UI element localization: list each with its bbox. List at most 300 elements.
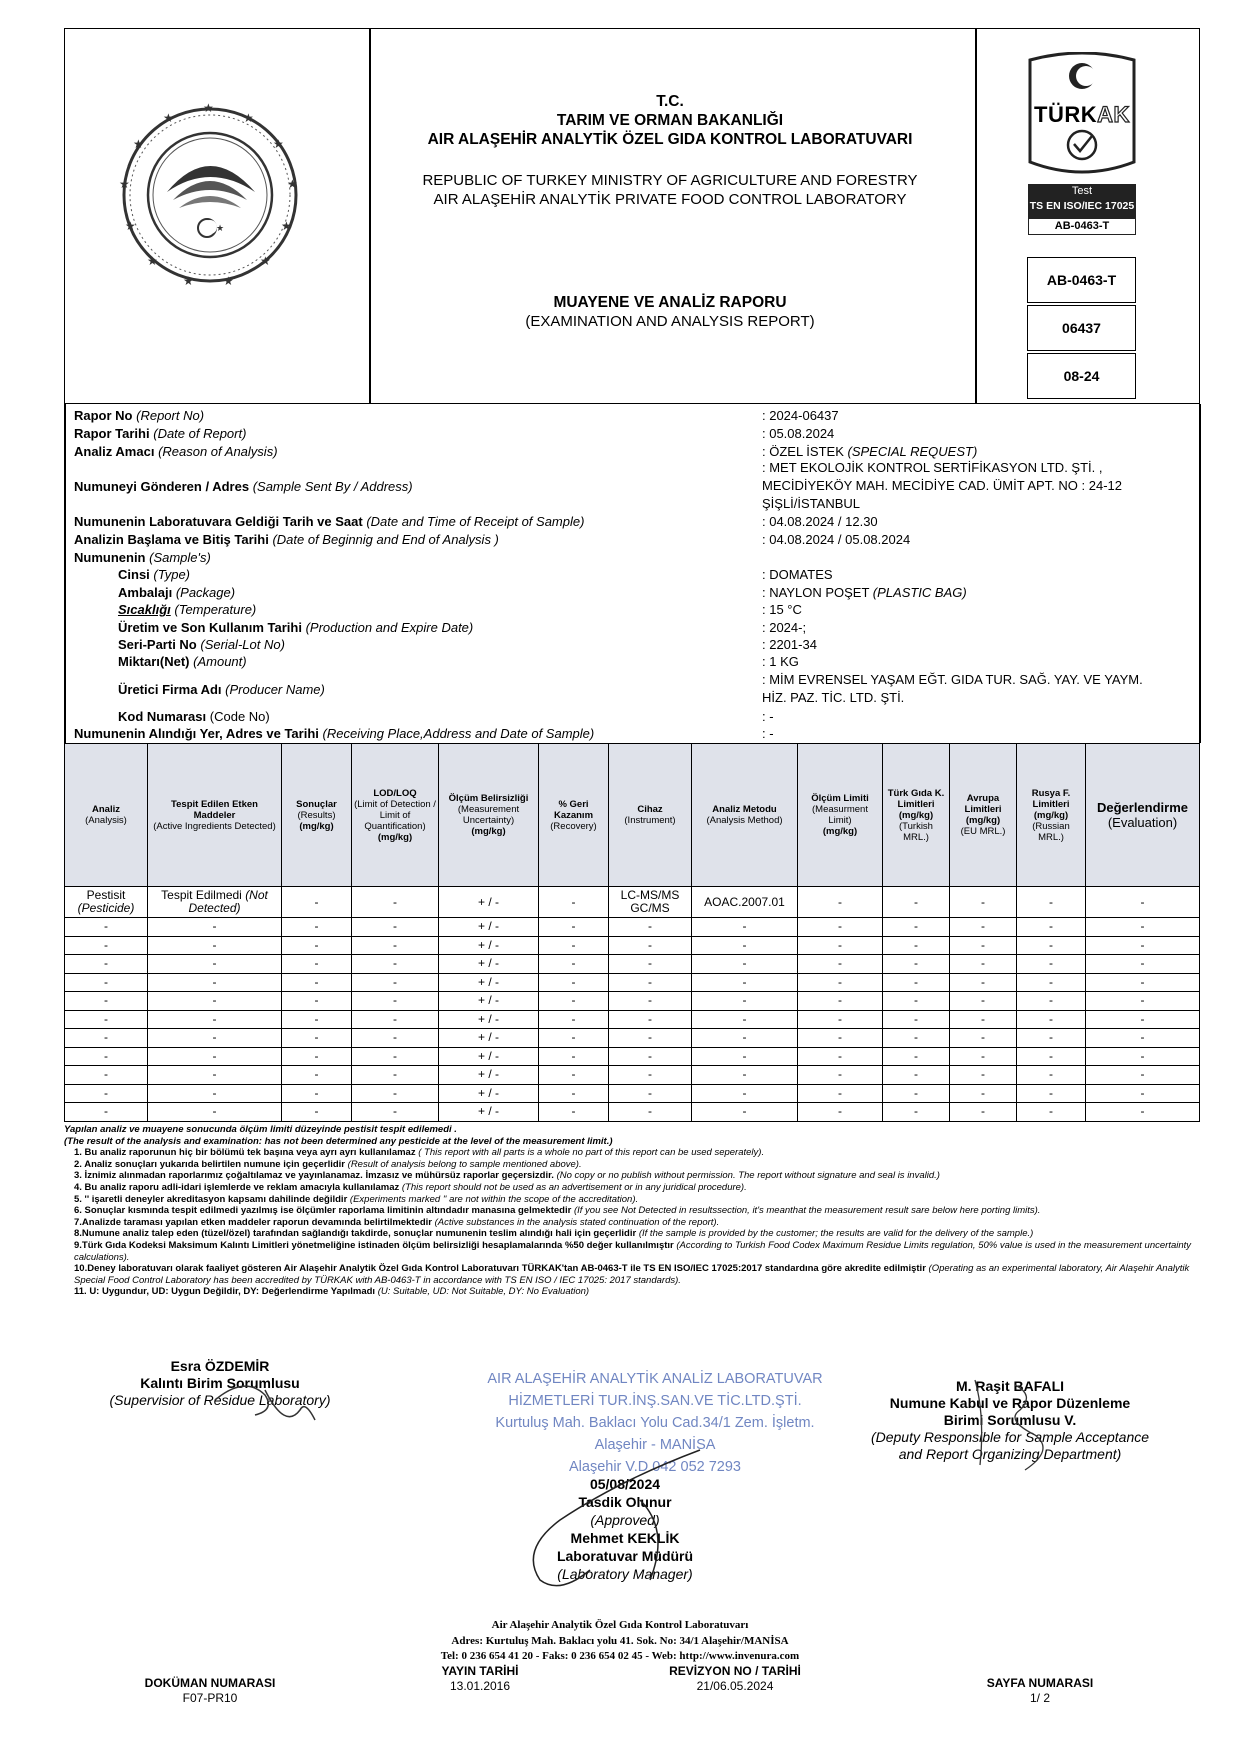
th-eu-mrl: Avrupa Limitleri (mg/kg) (EU MRL.) xyxy=(950,744,1017,887)
cell-evaluation: - xyxy=(1086,887,1200,918)
cell-analysis: - xyxy=(65,973,148,992)
cell-evaluation: - xyxy=(1086,1029,1200,1048)
cell-tr-mrl: - xyxy=(883,973,950,992)
th-measurement-limit: Ölçüm Limiti (Measurment Limit) (mg/kg) xyxy=(798,744,883,887)
cell-recovery: - xyxy=(539,1103,609,1122)
cell-result: - xyxy=(282,955,352,974)
cell-eu-mrl: - xyxy=(950,1103,1017,1122)
cell-ingredient: - xyxy=(148,1010,282,1029)
cell-lod: - xyxy=(352,887,439,918)
info-receipt-date: Numunenin Laboratuvara Geldiği Tarih ve Saat (Date and Time of Receipt of Sample) xyxy=(74,514,585,529)
cell-ru-mrl: - xyxy=(1017,1103,1086,1122)
th-instrument: Cihaz (Instrument) xyxy=(609,744,692,887)
cell-method: - xyxy=(692,918,798,937)
cell-limit: - xyxy=(798,918,883,937)
cell-evaluation: - xyxy=(1086,918,1200,937)
cell-lod: - xyxy=(352,1084,439,1103)
cell-limit: - xyxy=(798,1010,883,1029)
cell-eu-mrl: - xyxy=(950,1010,1017,1029)
cell-recovery: - xyxy=(539,1047,609,1066)
turkak-logo xyxy=(1022,52,1142,237)
cell-limit: - xyxy=(798,973,883,992)
table-row xyxy=(65,1047,1200,1066)
cell-tr-mrl: - xyxy=(883,1084,950,1103)
cell-ru-mrl: - xyxy=(1017,992,1086,1011)
cell-ingredient: - xyxy=(148,955,282,974)
svg-text:★: ★ xyxy=(163,111,174,125)
th-ingredients: Tespit Edilen Etken Maddeler (Active Ingredients Detected) xyxy=(148,744,282,887)
cell-recovery: - xyxy=(539,1066,609,1085)
note-item xyxy=(74,1263,1199,1286)
info-serial-lot: Seri-Parti No (Serial-Lot No) xyxy=(118,637,285,652)
cell-limit: - xyxy=(798,1066,883,1085)
note-item-en: (This report should not be used as an advertisement or in any juridical procedure). xyxy=(401,1181,747,1193)
cell-ru-mrl: - xyxy=(1017,1029,1086,1048)
info-analysis-reason: Analiz Amacı (Reason of Analysis) xyxy=(74,444,278,459)
cell-tr-mrl: - xyxy=(883,1029,950,1048)
cell-instrument: - xyxy=(609,1066,692,1085)
cell-analysis: Pestisit (Pesticide) xyxy=(65,887,148,918)
cell-method: - xyxy=(692,955,798,974)
cell-analysis: - xyxy=(65,1066,148,1085)
turkak-code: AB-0463-T xyxy=(1028,218,1136,235)
signature-right-scribble xyxy=(955,1375,1075,1475)
cell-method: - xyxy=(692,1084,798,1103)
th-analysis: Analiz (Analysis) xyxy=(65,744,148,887)
cell-ru-mrl: - xyxy=(1017,918,1086,937)
info-serial-lot-value: : 2201-34 xyxy=(762,637,817,652)
cell-limit: - xyxy=(798,1084,883,1103)
note-items xyxy=(64,1147,1199,1298)
sig-center-approved: Tasdik Olunur xyxy=(578,1494,672,1510)
note-item-en: (Experiments marked '' are not within the scope of the accreditation). xyxy=(349,1193,639,1205)
cell-tr-mrl: - xyxy=(883,1047,950,1066)
info-package-value: : NAYLON POŞET (PLASTIC BAG) xyxy=(762,585,967,600)
cell-tr-mrl: - xyxy=(883,992,950,1011)
cell-eu-mrl: - xyxy=(950,992,1017,1011)
info-report-date: Rapor Tarihi (Date of Report) xyxy=(74,426,247,441)
th-method: Analiz Metodu (Analysis Method) xyxy=(692,744,798,887)
table-row xyxy=(65,1084,1200,1103)
cell-eu-mrl: - xyxy=(950,1066,1017,1085)
note-item xyxy=(74,1286,1199,1298)
cell-ru-mrl: - xyxy=(1017,936,1086,955)
cell-lod: - xyxy=(352,955,439,974)
report-title-en: (EXAMINATION AND ANALYSIS REPORT) xyxy=(525,313,815,330)
cell-lod: - xyxy=(352,1047,439,1066)
note-main-tr: Yapılan analiz ve muayene sonucunda ölçüm limiti düzeyinde pestisit tespit edilemedi . xyxy=(64,1124,457,1135)
cell-ingredient: - xyxy=(148,1047,282,1066)
cell-analysis: - xyxy=(65,918,148,937)
note-item xyxy=(74,1217,1199,1229)
cell-instrument: - xyxy=(609,973,692,992)
sig-right-title-1: Numune Kabul ve Rapor Düzenleme xyxy=(889,1395,1131,1411)
cell-tr-mrl: - xyxy=(883,887,950,918)
cell-evaluation: - xyxy=(1086,936,1200,955)
footer-address: Adres: Kurtuluş Mah. Baklacı yolu 41. Sok. No: 34/1 Alaşehir/MANİSA xyxy=(451,1635,789,1647)
note-item xyxy=(74,1147,1199,1159)
cell-instrument: - xyxy=(609,992,692,1011)
cell-tr-mrl: - xyxy=(883,1103,950,1122)
cell-result: - xyxy=(282,1066,352,1085)
note-item-en: (According to Turkish Food Codex Maximum Residue Limits regulation, 50% value is used in the measurement uncertainty calculations). xyxy=(74,1239,1192,1263)
th-recovery: % Geri Kazanım (Recovery) xyxy=(539,744,609,887)
cell-instrument: - xyxy=(609,1029,692,1048)
cell-analysis: - xyxy=(65,1084,148,1103)
footer-contact: Tel: 0 236 654 41 20 - Faks: 0 236 654 02 45 - Web: http://www.invenura.com xyxy=(440,1650,800,1662)
cell-ru-mrl: - xyxy=(1017,1010,1086,1029)
cell-evaluation: - xyxy=(1086,1047,1200,1066)
cell-instrument: - xyxy=(609,918,692,937)
footer-doc-no: DOKÜMAN NUMARASI F07-PR10 xyxy=(144,1676,276,1705)
cell-method: - xyxy=(692,936,798,955)
info-sender: Numuneyi Gönderen / Adres (Sample Sent By / Address) xyxy=(74,479,413,494)
sig-right-title-2: Birimi Sorumlusu V. xyxy=(943,1412,1077,1428)
cell-tr-mrl: - xyxy=(883,1010,950,1029)
cell-lod: - xyxy=(352,1066,439,1085)
cell-method: - xyxy=(692,1010,798,1029)
info-producer-value-2: HİZ. PAZ. TİC. LTD. ŞTİ. xyxy=(762,690,905,705)
table-row xyxy=(65,1010,1200,1029)
cell-analysis: - xyxy=(65,1010,148,1029)
stamp-line-3: Kurtuluş Mah. Baklacı Yolu Cad.34/1 Zem. İşletm. xyxy=(495,1415,815,1431)
cell-method: - xyxy=(692,1103,798,1122)
th-lod-loq: LOD/LOQ (Limit of Detection / Limit of Quantification) (mg/kg) xyxy=(352,744,439,887)
info-frame-left xyxy=(64,404,66,743)
ministry-seal-logo xyxy=(115,100,305,290)
cell-result: - xyxy=(282,1084,352,1103)
info-sample: Numunenin (Sample's) xyxy=(74,550,211,565)
svg-text:★: ★ xyxy=(203,101,214,115)
header-divider-left xyxy=(369,28,371,404)
sig-center-date: 05/08/2024 xyxy=(589,1476,661,1492)
table-row xyxy=(65,955,1200,974)
info-report-no: Rapor No (Report No) xyxy=(74,408,205,423)
header-ministry-en: REPUBLIC OF TURKEY MINISTRY OF AGRICULTURE AND FORESTRY xyxy=(422,172,918,189)
cell-result: - xyxy=(282,973,352,992)
cell-instrument: LC-MS/MS GC/MS xyxy=(609,887,692,918)
cell-tr-mrl: - xyxy=(883,918,950,937)
svg-text:★: ★ xyxy=(243,111,254,125)
footer-revision: REVİZYON NO / TARİHİ 21/06.05.2024 xyxy=(669,1664,801,1693)
cell-tr-mrl: - xyxy=(883,955,950,974)
svg-text:★: ★ xyxy=(147,254,158,268)
table-row xyxy=(65,1029,1200,1048)
cell-lod: - xyxy=(352,1103,439,1122)
sig-left-title: Kalıntı Birim Sorumlusu xyxy=(140,1375,300,1391)
cell-ru-mrl: - xyxy=(1017,973,1086,992)
note-item-en: (Active substances in the analysis stated continuation of the report). xyxy=(434,1216,720,1228)
turkak-name xyxy=(1026,102,1138,128)
stamp-line-4: Alaşehir - MANİSA xyxy=(594,1437,716,1453)
cell-uncertainty: + / - xyxy=(439,918,539,937)
code-box-accreditation: AB-0463-T xyxy=(1027,257,1136,303)
table-row xyxy=(65,918,1200,937)
svg-text:★: ★ xyxy=(119,177,130,191)
code-box-period: 08-24 xyxy=(1027,353,1136,399)
info-production-date-value: : 2024-; xyxy=(762,620,807,635)
header-ministry: TARIM VE ORMAN BAKANLIĞI xyxy=(556,112,784,129)
cell-lod: - xyxy=(352,1029,439,1048)
cell-eu-mrl: - xyxy=(950,1029,1017,1048)
note-item-tr: 7.Analizde taraması yapılan etken maddeler raporun devamında belirtilmektedir xyxy=(74,1216,432,1228)
info-package: Ambalajı (Package) xyxy=(118,585,236,600)
cell-eu-mrl: - xyxy=(950,955,1017,974)
cell-evaluation: - xyxy=(1086,1010,1200,1029)
note-item-tr: 4. Bu analiz raporu adli-idari işlemlerde ve reklam amacıyla kullanılamaz xyxy=(74,1181,400,1193)
footer-page-no: SAYFA NUMARASI 1/ 2 xyxy=(986,1676,1094,1705)
svg-text:★: ★ xyxy=(273,137,284,151)
th-russian-mrl: Rusya F. Limitleri (mg/kg) (Russian MRL.) xyxy=(1017,744,1086,887)
svg-text:★: ★ xyxy=(287,177,298,191)
header-lab-tr: AIR ALAŞEHİR ANALYTİK ÖZEL GIDA KONTROL LABORATUVARI xyxy=(427,131,913,148)
info-code-no: Kod Numarası (Code No) xyxy=(118,709,270,724)
cell-ingredient: Tespit Edilmedi (Not Detected) xyxy=(148,887,282,918)
info-receiving-place: Numunenin Alındığı Yer, Adres ve Tarihi (Receiving Place,Address and Date of Sample) xyxy=(74,726,595,741)
info-sender-value-3: ŞİŞLİ/İSTANBUL xyxy=(762,496,861,511)
cell-uncertainty: + / - xyxy=(439,1103,539,1122)
code-box-report: 06437 xyxy=(1027,305,1136,351)
signature-center-scribble xyxy=(500,1440,740,1600)
cell-lod: - xyxy=(352,918,439,937)
cell-result: - xyxy=(282,992,352,1011)
sig-left-title-en: (Supervisior of Residue Laboratory) xyxy=(109,1392,331,1408)
cell-analysis: - xyxy=(65,1103,148,1122)
footer-pub-date: YAYIN TARİHİ 13.01.2016 xyxy=(441,1664,519,1693)
cell-eu-mrl: - xyxy=(950,1084,1017,1103)
info-frame-right xyxy=(1199,404,1201,743)
info-sender-value-1: : MET EKOLOJİK KONTROL SERTİFİKASYON LTD. ŞTİ. , xyxy=(762,460,1103,475)
cell-uncertainty: + / - xyxy=(439,887,539,918)
cell-instrument: - xyxy=(609,955,692,974)
cell-uncertainty: + / - xyxy=(439,936,539,955)
sig-center-title: Laboratuvar Müdürü xyxy=(556,1548,694,1564)
note-item-en: (No copy or no publish without permission. The report without signature and seal is invalid.) xyxy=(556,1170,940,1182)
cell-analysis: - xyxy=(65,1029,148,1048)
note-item xyxy=(74,1205,1199,1217)
cell-result: - xyxy=(282,918,352,937)
svg-text:★: ★ xyxy=(223,274,234,288)
cell-limit: - xyxy=(798,936,883,955)
cell-eu-mrl: - xyxy=(950,887,1017,918)
cell-method: - xyxy=(692,1029,798,1048)
cell-method: - xyxy=(692,973,798,992)
note-item-tr: 9.Türk Gıda Kodeksi Maksimum Kalıntı Limitleri yönetmeliğine istinaden ölçüm belirsizliği hesaplamalarında %50 değer kullanılmıştır xyxy=(74,1239,674,1251)
header-tc: T.C. xyxy=(656,93,684,110)
svg-text:★: ★ xyxy=(133,137,144,151)
th-results: Sonuçlar (Results) (mg/kg) xyxy=(282,744,352,887)
cell-lod: - xyxy=(352,936,439,955)
info-report-date-value: : 05.08.2024 xyxy=(762,426,835,441)
table-row xyxy=(65,973,1200,992)
note-item-tr: 5. '' işaretli deneyler akreditasyon kapsamı dahilinde değildir xyxy=(74,1193,348,1205)
notes-block xyxy=(64,1124,1199,1298)
cell-ingredient: - xyxy=(148,1029,282,1048)
cell-instrument: - xyxy=(609,1103,692,1122)
turkak-standard: TS EN ISO/IEC 17025 xyxy=(1029,200,1135,212)
cell-recovery: - xyxy=(539,1010,609,1029)
cell-evaluation: - xyxy=(1086,955,1200,974)
turkak-test: Test xyxy=(1071,185,1093,197)
cell-method: - xyxy=(692,992,798,1011)
info-analysis-dates-value: : 04.08.2024 / 05.08.2024 xyxy=(762,532,911,547)
cell-ingredient: - xyxy=(148,1103,282,1122)
cell-uncertainty: + / - xyxy=(439,992,539,1011)
cell-instrument: - xyxy=(609,936,692,955)
cell-result: - xyxy=(282,1010,352,1029)
note-item-tr: 8.Numune analiz talep eden (tüzel/özel) tarafından sağlandığı takdirde, sonuçlar numunenin teslim alındığı hali için geçerlidir xyxy=(74,1228,637,1240)
cell-uncertainty: + / - xyxy=(439,1066,539,1085)
report-title-tr: MUAYENE VE ANALİZ RAPORU xyxy=(553,294,787,311)
note-item-tr: 2. Analiz sonuçları yukarıda belirtilen numune için geçerlidir xyxy=(74,1158,346,1170)
svg-text:★: ★ xyxy=(216,224,225,234)
cell-instrument: - xyxy=(609,1010,692,1029)
cell-eu-mrl: - xyxy=(950,936,1017,955)
note-item-en: (Operating as an experimental laboratory, Air Alaşehir Analytik Special Food Control Laboratory has been accredited by TÜRKAK with AB-0463-T in accordance with TS EN ISO / IEC 17025: 2017 standards). xyxy=(74,1263,1190,1286)
table-row xyxy=(65,936,1200,955)
cell-result: - xyxy=(282,1047,352,1066)
cell-limit: - xyxy=(798,1029,883,1048)
turkak-name-b: AK xyxy=(1097,102,1130,127)
cell-ru-mrl: - xyxy=(1017,955,1086,974)
cell-result: - xyxy=(282,936,352,955)
cell-analysis: - xyxy=(65,955,148,974)
cell-ingredient: - xyxy=(148,992,282,1011)
note-item xyxy=(74,1194,1199,1206)
note-item xyxy=(74,1228,1199,1240)
cell-recovery: - xyxy=(539,936,609,955)
note-item-en: (Result of analysis belong to sample mentioned above). xyxy=(347,1158,582,1170)
svg-text:★: ★ xyxy=(281,219,292,233)
sig-right-title-en-1: (Deputy Responsible for Sample Acceptance xyxy=(870,1429,1150,1445)
cell-limit: - xyxy=(798,992,883,1011)
cell-evaluation: - xyxy=(1086,1066,1200,1085)
note-main-en: (The result of the analysis and examination: has not been determined any pesticide at the level of the measurement limit.) xyxy=(64,1135,613,1147)
cell-ru-mrl: - xyxy=(1017,1066,1086,1085)
cell-tr-mrl: - xyxy=(883,1066,950,1085)
info-type: Cinsi (Type) xyxy=(118,567,191,582)
table-row xyxy=(65,1103,1200,1122)
cell-method: - xyxy=(692,1066,798,1085)
cell-lod: - xyxy=(352,973,439,992)
cell-limit: - xyxy=(798,955,883,974)
cell-evaluation: - xyxy=(1086,992,1200,1011)
cell-uncertainty: + / - xyxy=(439,1084,539,1103)
info-amount-value: : 1 KG xyxy=(762,654,799,669)
info-receiving-place-value: : - xyxy=(762,726,774,741)
header-lab-en: AIR ALAŞEHİR ANALYTİK PRIVATE FOOD CONTROL LABORATORY xyxy=(433,191,907,208)
cell-limit: - xyxy=(798,1047,883,1066)
sig-right-name: M. Raşit BAFALI xyxy=(955,1378,1065,1394)
table-row xyxy=(65,1066,1200,1085)
note-item xyxy=(74,1170,1199,1182)
svg-text:★: ★ xyxy=(125,219,136,233)
info-report-no-value: : 2024-06437 xyxy=(762,408,839,423)
cell-lod: - xyxy=(352,992,439,1011)
cell-uncertainty: + / - xyxy=(439,1047,539,1066)
cell-recovery: - xyxy=(539,1029,609,1048)
cell-limit: - xyxy=(798,1103,883,1122)
info-code-no-value: : - xyxy=(762,709,774,724)
cell-lod: - xyxy=(352,1010,439,1029)
info-amount: Miktarı(Net) (Amount) xyxy=(118,654,247,669)
th-turkish-mrl: Türk Gıda K. Limitleri (mg/kg) (Turkish MRL.) xyxy=(883,744,950,887)
header-divider-right xyxy=(975,28,977,404)
cell-uncertainty: + / - xyxy=(439,1010,539,1029)
turkak-name-a: TÜRK xyxy=(1034,102,1098,127)
cell-evaluation: - xyxy=(1086,973,1200,992)
cell-ru-mrl: - xyxy=(1017,887,1086,918)
info-receipt-date-value: : 04.08.2024 / 12.30 xyxy=(762,514,878,529)
cell-eu-mrl: - xyxy=(950,973,1017,992)
cell-evaluation: - xyxy=(1086,1103,1200,1122)
cell-recovery: - xyxy=(539,1084,609,1103)
th-evaluation: Değerlendirme (Evaluation) xyxy=(1086,744,1200,887)
stamp-line-5: Alaşehir V.D 042 052 7293 xyxy=(569,1459,741,1475)
sig-center-approved-en: (Approved) xyxy=(590,1512,660,1528)
cell-ru-mrl: - xyxy=(1017,1084,1086,1103)
sig-center-name: Mehmet KEKLİK xyxy=(570,1530,680,1546)
info-producer: Üretici Firma Adı (Producer Name) xyxy=(118,682,325,697)
cell-limit: - xyxy=(798,887,883,918)
cell-recovery: - xyxy=(539,992,609,1011)
sig-right-title-en-2: and Report Organizing Department) xyxy=(898,1446,1122,1462)
info-analysis-reason-value: : ÖZEL İSTEK (SPECIAL REQUEST) xyxy=(762,444,978,459)
cell-recovery: - xyxy=(539,973,609,992)
cell-instrument: - xyxy=(609,1084,692,1103)
note-item-tr: 6. Sonuçlar kısmında tespit edilmedi yazılmış ise ölçümler raporlama limitinin altındadır manasına gelmektedir xyxy=(74,1205,572,1217)
cell-ingredient: - xyxy=(148,1066,282,1085)
cell-ingredient: - xyxy=(148,973,282,992)
note-item-tr: 1. Bu analiz raporunun hiç bir bölümü tek başına veya ayrı ayrı kullanılamaz xyxy=(74,1147,416,1159)
info-type-value: : DOMATES xyxy=(762,567,833,582)
cell-evaluation: - xyxy=(1086,1084,1200,1103)
cell-tr-mrl: - xyxy=(883,936,950,955)
cell-result: - xyxy=(282,1103,352,1122)
svg-text:★: ★ xyxy=(183,274,194,288)
cell-method: AOAC.2007.01 xyxy=(692,887,798,918)
footer-lab: Air Alaşehir Analytik Özel Gıda Kontrol Laboratuvarı xyxy=(491,1619,749,1631)
cell-instrument: - xyxy=(609,1047,692,1066)
note-item xyxy=(74,1240,1199,1263)
note-item xyxy=(74,1182,1199,1194)
cell-analysis: - xyxy=(65,1047,148,1066)
table-row xyxy=(65,992,1200,1011)
cell-uncertainty: + / - xyxy=(439,955,539,974)
info-temperature-value: : 15 °C xyxy=(762,602,802,617)
svg-text:★: ★ xyxy=(260,254,271,268)
cell-uncertainty: + / - xyxy=(439,1029,539,1048)
cell-ingredient: - xyxy=(148,918,282,937)
cell-result: - xyxy=(282,887,352,918)
results-table xyxy=(64,743,1200,1122)
cell-analysis: - xyxy=(65,992,148,1011)
cell-uncertainty: + / - xyxy=(439,973,539,992)
info-analysis-dates: Analizin Başlama ve Bitiş Tarihi (Date of Beginnig and End of Analysis ) xyxy=(74,532,499,547)
cell-recovery: - xyxy=(539,918,609,937)
info-sender-value-2: MECİDİYEKÖY MAH. MECİDİYE CAD. ÜMİT APT. NO : 24-12 xyxy=(762,478,1122,493)
cell-recovery: - xyxy=(539,955,609,974)
info-producer-value-1: : MİM EVRENSEL YAŞAM EĞT. GIDA TUR. SAĞ. YAY. VE YAYM. xyxy=(762,672,1143,687)
stamp-line-1: AIR ALAŞEHİR ANALYTİK ANALİZ LABORATUVAR xyxy=(487,1371,823,1387)
note-item-en: (U: Suitable, UD: Not Suitable, DY: No Evaluation) xyxy=(377,1286,590,1298)
note-item-tr: 11. U: Uygundur, UD: Uygun Değildir, DY: Değerlendirme Yapılmadı xyxy=(74,1286,376,1298)
cell-eu-mrl: - xyxy=(950,1047,1017,1066)
stamp-line-2: HİZMETLERİ TUR.İNŞ.SAN.VE TİC.LTD.ŞTİ. xyxy=(508,1393,802,1409)
cell-recovery: - xyxy=(539,887,609,918)
note-item-en: (If the sample is provided by the customer; the results are valid for the delivery of the sample.) xyxy=(638,1228,1034,1240)
cell-analysis: - xyxy=(65,936,148,955)
